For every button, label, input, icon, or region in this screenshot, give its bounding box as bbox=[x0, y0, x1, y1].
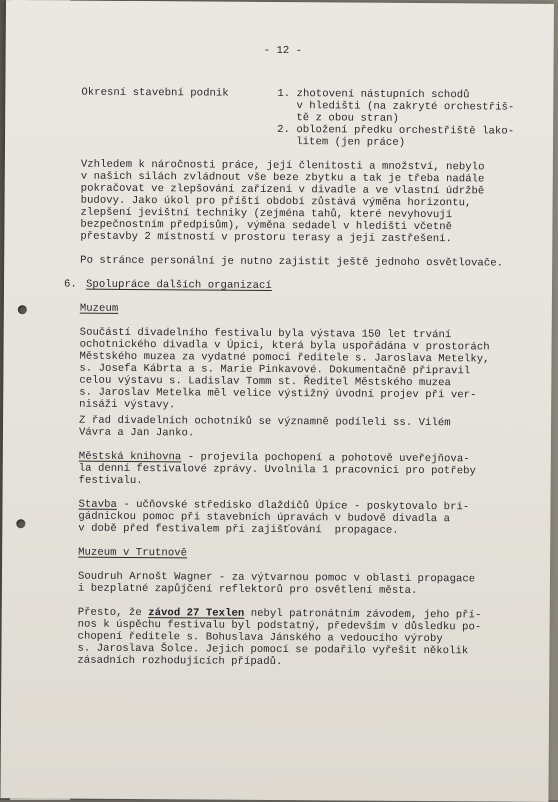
contractor-name: Okresní stavební podnik bbox=[81, 86, 229, 100]
paragraph-line: i bezplatné zapůjčení reflektorů pro osvětlení města. bbox=[77, 582, 418, 597]
contractor-item-line: v hledišti (na zakryté orchestřiš- bbox=[277, 99, 515, 114]
contractor-item-line: tě z obou stran) bbox=[277, 111, 399, 125]
paragraph-line: ochotnického divadla v Úpici, která byla uspořádána v prostorách bbox=[79, 338, 490, 354]
paragraph-line: zlepšení jevištní techniky (zejména tahů, které nevyhovují bbox=[80, 206, 453, 222]
paragraph-line: Vávra a Jan Janko. bbox=[78, 426, 195, 440]
paragraph-line: Městského muzea za vydatné pomoci ředitele s. Jaroslava Metelky, bbox=[79, 350, 490, 366]
contractor-item-line: 1. zhotovení nástupních schodů bbox=[277, 87, 470, 102]
page-number: - 12 - bbox=[263, 44, 303, 58]
paragraph-line: - projevila pochopení a pohotově uveřejňova- bbox=[181, 451, 470, 466]
contractor-item-line: 2. obložení předku orchestřiště lako- bbox=[277, 123, 515, 138]
paragraph-line: s. Jaroslava Šolce. Jejich pomocí se podařilo vyřešit několik bbox=[77, 642, 469, 658]
paragraph-line: gádnickou pomoc při stavebních úpravách v budově divadla a bbox=[78, 510, 451, 526]
subsection-heading-muzeum: Muzeum bbox=[79, 302, 119, 315]
paragraph-line: pokračovat ve zlepšování zařízení v divadle a ve vlastní údržbě bbox=[80, 182, 485, 198]
paragraph-line: zásadních rozhodujících případů. bbox=[77, 654, 283, 669]
paragraph-line: celou výstavu s. Ladislav Tomm st. Ředitel Městského muzea bbox=[79, 374, 452, 390]
paragraph-line: festivalu. bbox=[78, 474, 143, 488]
paragraph-line: Přesto, že bbox=[77, 606, 149, 620]
paragraph-line: s. Jaroslav Metelka měl velice výstižný úvodní projev při ver- bbox=[79, 386, 477, 402]
subsection-heading-trutnov: Muzeum v Trutnově bbox=[78, 546, 188, 560]
paragraph-line: v našich silách zvládnout vše beze zbytku a tak je třeba nadále bbox=[80, 170, 485, 186]
paragraph-line: Po stránce personální je nutno zajistit ještě jednoho osvětlovače. bbox=[80, 254, 504, 270]
paragraph-line: - učňovské středisko dlaždičů Úpice - poskytovalo bri- bbox=[116, 498, 470, 514]
paragraph-line: Vzhledem k náročnosti práce, její členitosti a množství, nebylo bbox=[80, 158, 485, 174]
punch-hole-bottom bbox=[16, 519, 25, 528]
paragraph-line: s. Josefa Kábrta a s. Marie Pinkavové. Dokumentačně připravil bbox=[79, 362, 471, 378]
paragraph-line: Soudruh Arnošt Wagner - za výtvarnou pomoc v oblasti propagace bbox=[77, 570, 476, 586]
subsection-heading-knihovna: Městská knihovna bbox=[78, 450, 182, 464]
section-number: 6. bbox=[63, 278, 77, 291]
paragraph-line: Součástí divadelního festivalu byla výstava 150 let trvání bbox=[79, 326, 452, 342]
paragraph-line: bezpečnostním předpisům), výměna sedadel v hledišti včetně bbox=[80, 218, 453, 234]
paragraph-line: Z řad divadelních ochotníků se významně podíleli ss. Vilém bbox=[79, 414, 451, 430]
contractor-item-line: litem (jen práce) bbox=[276, 135, 406, 149]
section-title: Spolupráce dalších organizací bbox=[85, 278, 272, 292]
paragraph-line: la denní festivalové zprávy. Uvolnila 1 pracovnici pro potřeby bbox=[78, 462, 477, 478]
subsection-heading-stavba: Stavba bbox=[78, 498, 117, 511]
texlen-factory-name: závod 27 Texlen bbox=[148, 607, 245, 620]
paragraph-line: přestavby 2 místností v prostoru terasy a její zastřešení. bbox=[80, 230, 453, 246]
paragraph-line: budovy. Jako úkol pro příští období zůstává výměna horizontu, bbox=[80, 194, 472, 210]
paragraph-line: nos k úspěchu festivalu byl podstatný, především v důsledku po- bbox=[77, 618, 482, 634]
paragraph-line: chopení ředitele s. Bohuslava Jánského a vedoucího výroby bbox=[77, 630, 443, 646]
punch-hole-top bbox=[18, 305, 27, 314]
paragraph-line: nisáži výstavy. bbox=[79, 398, 176, 412]
paragraph-line: v době před festivalem při zajišťování propagace. bbox=[78, 522, 399, 537]
paragraph-line: nebyl patronátním závodem, jeho pří- bbox=[244, 607, 482, 622]
